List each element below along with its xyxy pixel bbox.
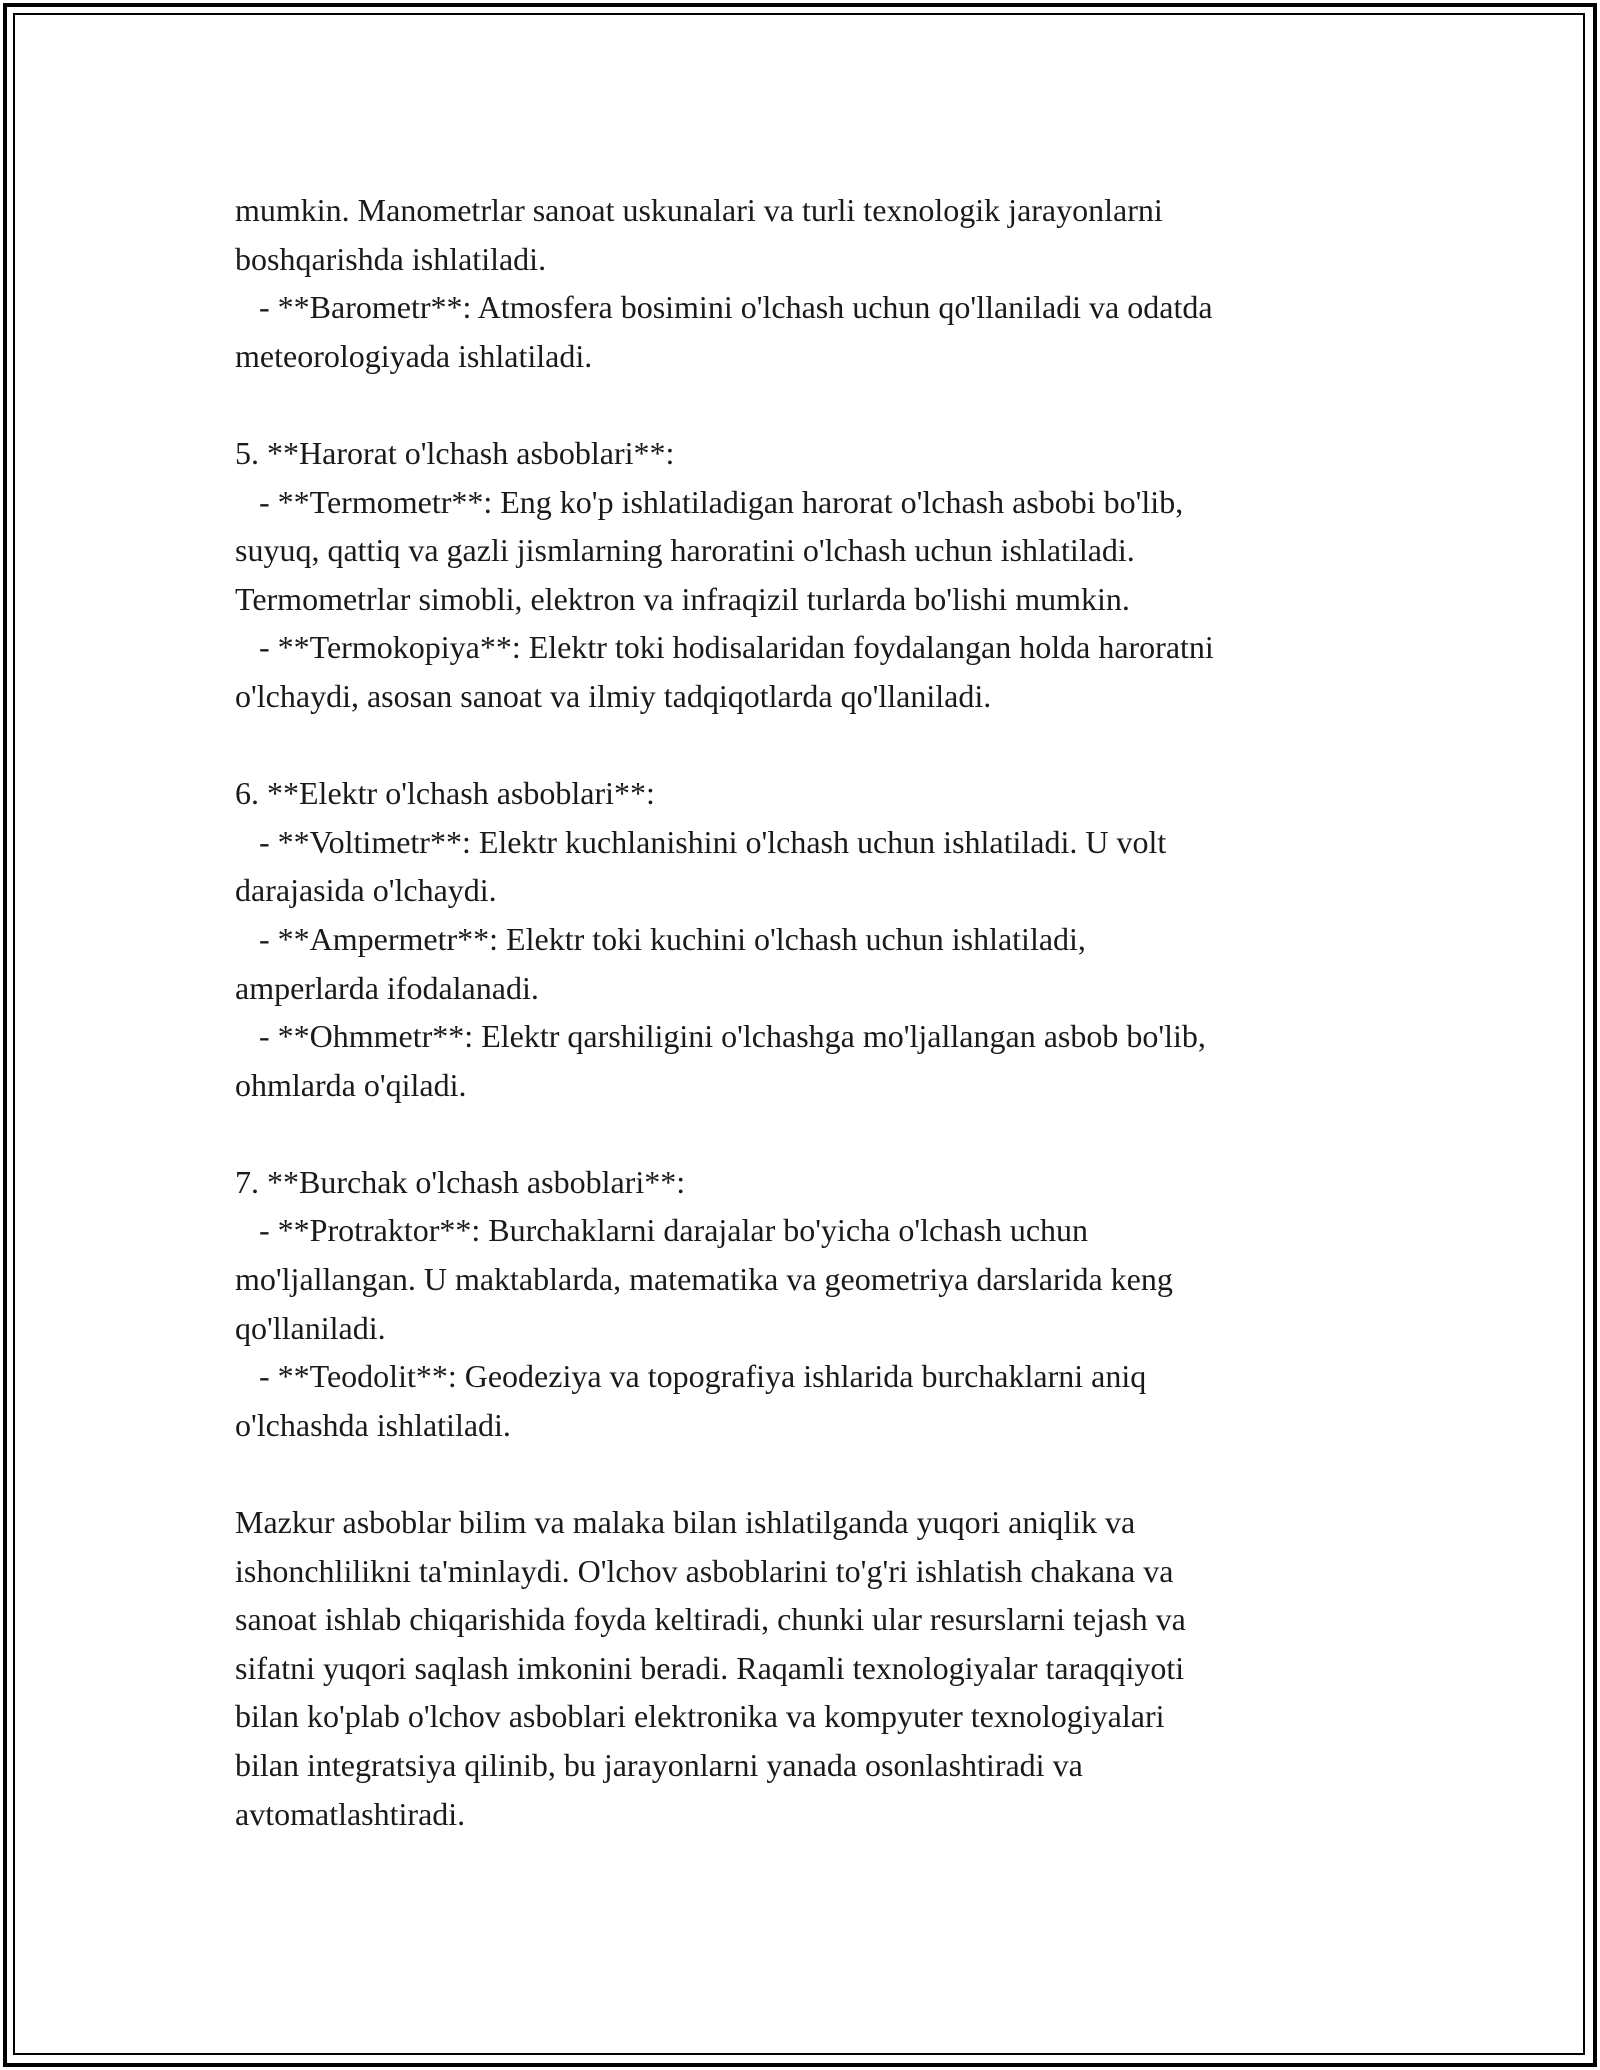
text-line: suyuq, qattiq va gazli jismlarning haroratini o'lchash uchun ishlatiladi. — [235, 532, 1135, 569]
list-item-ohmmetr: - **Ohmmetr**: Elektr qarshiligini o'lchashga mo'ljallangan asbob bo'lib, — [235, 1018, 1206, 1055]
list-item-teodolit: - **Teodolit**: Geodeziya va topografiya ishlarida burchaklarni aniq — [235, 1358, 1147, 1395]
text-line: meteorologiyada ishlatiladi. — [235, 337, 593, 374]
section-heading-harorat: 5. **Harorat o'lchash asboblari**: — [235, 434, 675, 471]
document-body — [235, 186, 1385, 1838]
text-line: qo'llaniladi. — [235, 1309, 386, 1346]
blank-line — [235, 721, 1385, 770]
text-line: mo'ljallangan. U maktablarda, matematika va geometriya darslarida keng — [235, 1261, 1173, 1298]
list-item-barometr: - **Barometr**: Atmosfera bosimini o'lchash uchun qo'llaniladi va odatda — [235, 289, 1213, 326]
text-line: darajasida o'lchaydi. — [235, 872, 497, 909]
text-line: boshqarishda ishlatiladi. — [235, 240, 547, 277]
conclusion-paragraph-line: bilan integratsiya qilinib, bu jarayonlarni yanada osonlashtiradi va — [235, 1747, 1083, 1783]
blank-line — [235, 1109, 1385, 1158]
text-line: o'lchashda ishlatiladi. — [235, 1406, 511, 1443]
text-line: o'lchaydi, asosan sanoat va ilmiy tadqiqotlarda qo'llaniladi. — [235, 677, 992, 714]
section-heading-elektr: 6. **Elektr o'lchash asboblari**: — [235, 775, 655, 812]
blank-line — [235, 380, 1385, 429]
text-line: ohmlarda o'qiladi. — [235, 1066, 467, 1103]
list-item-termokopiya: - **Termokopiya**: Elektr toki hodisalaridan foydalangan holda haroratni — [235, 629, 1214, 666]
list-item-ampermetr: - **Ampermetr**: Elektr toki kuchini o'lchash uchun ishlatiladi, — [235, 920, 1086, 957]
text-line: Termometrlar simobli, elektron va infraqizil turlarda bo'lishi mumkin. — [235, 580, 1130, 617]
text-line: mumkin. Manometrlar sanoat uskunalari va turli texnologik jarayonlarni — [235, 192, 1163, 228]
section-heading-burchak: 7. **Burchak o'lchash asboblari**: — [235, 1163, 686, 1200]
list-item-termometr: - **Termometr**: Eng ko'p ishlatiladigan harorat o'lchash asbobi bo'lib, — [235, 483, 1184, 520]
text-line: amperlarda ifodalanadi. — [235, 969, 539, 1006]
list-item-protraktor: - **Protraktor**: Burchaklarni darajalar bo'yicha o'lchash uchun — [235, 1212, 1089, 1249]
conclusion-paragraph-line: bilan ko'plab o'lchov asboblari elektronika va kompyuter texnologiyalari — [235, 1698, 1165, 1735]
blank-line — [235, 1449, 1385, 1498]
conclusion-paragraph-line: sifatni yuqori saqlash imkonini beradi. Raqamli texnologiyalar taraqqiyoti — [235, 1649, 1185, 1686]
conclusion-paragraph-line: Mazkur asboblar bilim va malaka bilan ishlatilganda yuqori aniqlik va — [235, 1504, 1136, 1541]
list-item-voltimetr: - **Voltimetr**: Elektr kuchlanishini o'lchash uchun ishlatiladi. U volt — [235, 823, 1167, 860]
conclusion-paragraph-line: ishonchlilikni ta'minlaydi. O'lchov asboblarini to'g'ri ishlatish chakana va — [235, 1552, 1174, 1589]
conclusion-paragraph-line: avtomatlashtiradi. — [235, 1795, 466, 1832]
conclusion-paragraph-line: sanoat ishlab chiqarishida foyda keltiradi, chunki ular resurslarni tejash va — [235, 1601, 1186, 1638]
